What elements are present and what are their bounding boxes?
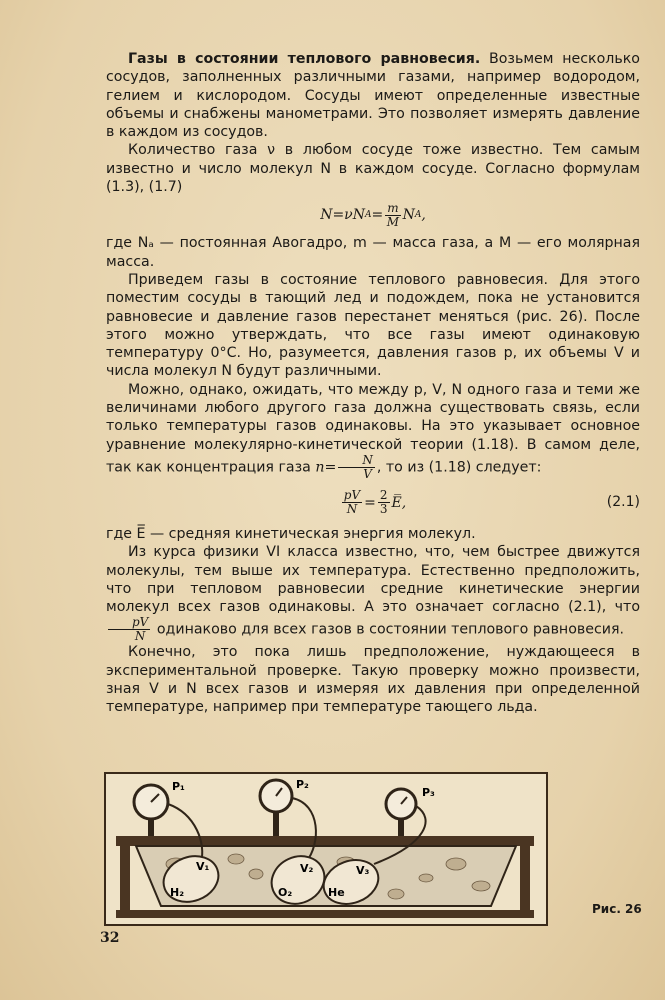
paragraph-3: где Nₐ — постоянная Авогадро, m — масса газа, а M — его молярная масса. <box>106 235 640 270</box>
concentration-fraction: $\frac{N}{V}$ <box>338 454 375 481</box>
vessel-2-volume: V₂ <box>300 862 314 875</box>
vessel-1-gas: H₂ <box>170 886 185 899</box>
formula-avogadro: N=νN A = $\frac{m}{M}$ N A , <box>320 200 426 229</box>
gauge-label-p3: P₃ <box>422 786 435 799</box>
figure-caption: Рис. 26 <box>592 902 642 916</box>
gauge-label-p1: P₁ <box>172 780 185 793</box>
gauge-label-p2: P₂ <box>296 778 309 791</box>
paragraph-5: Можно, однако, ожидать, что между p, V, N одного газа и теми же величинами любого другого газа должна существовать связь, если только температуры газов одинаковы. На это указывает основное уравнение молекулярно-кинетической теории (1.18). В самом деле, так как концентрация газа n= $\frac{N}{V}$ , то из (1.18) следует: <box>106 381 640 481</box>
vessel-3-gas: He <box>328 886 345 899</box>
paragraph-7: Из курса физики VI класса известно, что, чем быстрее движутся молекулы, тем выше их температура. Естественно предположить, что при тепловом равновесии средние кинетические энергии молекул всех газов одинаковы. А это означает согласно (2.1), что $\frac{pV}{N}$ одинаково для всех газов в состоянии теплового равновесия. <box>106 544 640 644</box>
vessel-2-gas: O₂ <box>278 886 293 899</box>
section-heading: Газы в состоянии теплового равновесия. <box>128 51 481 67</box>
paragraph-1: Газы в состоянии теплового равновесия. Возьмем несколько сосудов, заполненных различными газами, например водородом, гелием и кислородом. Сосуды имеют определенные известные объемы и снабжены манометрами. Это позволяет измерять давление в каждом из сосудов. <box>106 51 640 141</box>
vessel-3-volume: V₃ <box>356 864 370 877</box>
vessel-1-volume: V₁ <box>196 860 210 873</box>
equation-2-1: $\frac{pV}{N}$ = $\frac{2}{3}$ E̅, (2.1) <box>343 488 640 517</box>
page-number: 32 <box>100 930 120 946</box>
gauge-2 <box>260 780 292 836</box>
mass-fraction: $\frac{m}{M}$ <box>386 200 400 229</box>
vessels-in-ice-illustration <box>106 774 546 924</box>
paragraph-8: Конечно, это пока лишь предположение, нуждающееся в экспериментальной проверке. Такую проверку можно произвести, зная V и N всех газов и измеряя их давления при определенной температуре, например при температуре тающего льда. <box>106 644 640 716</box>
figure-26 <box>104 772 548 926</box>
equation-number: (2.1) <box>606 493 640 510</box>
paragraph-4: Приведем газы в состояние теплового равновесия. Для этого поместим сосуды в тающий лед и подождем, пока не установится равновесие и давление газов перестанет меняться (рис. 26). После этого можно утверждать, что все газы имеют одинаковую температуру 0°С. Но, разумеется, давления газов p, их объемы V и числа молекул N будут различными. <box>106 271 640 380</box>
body-text <box>106 50 640 717</box>
gauge-3 <box>386 789 416 836</box>
paragraph-6: где E̅ — средняя кинетическая энергия молекул. <box>106 525 476 542</box>
gauge-1 <box>134 785 168 836</box>
paragraph-2: Количество газа ν в любом сосуде тоже известно. Тем самым известно и число молекул N в каждом сосуде. Согласно формулам (1.3), (1.7) <box>106 142 640 196</box>
tray-rim <box>116 836 534 846</box>
